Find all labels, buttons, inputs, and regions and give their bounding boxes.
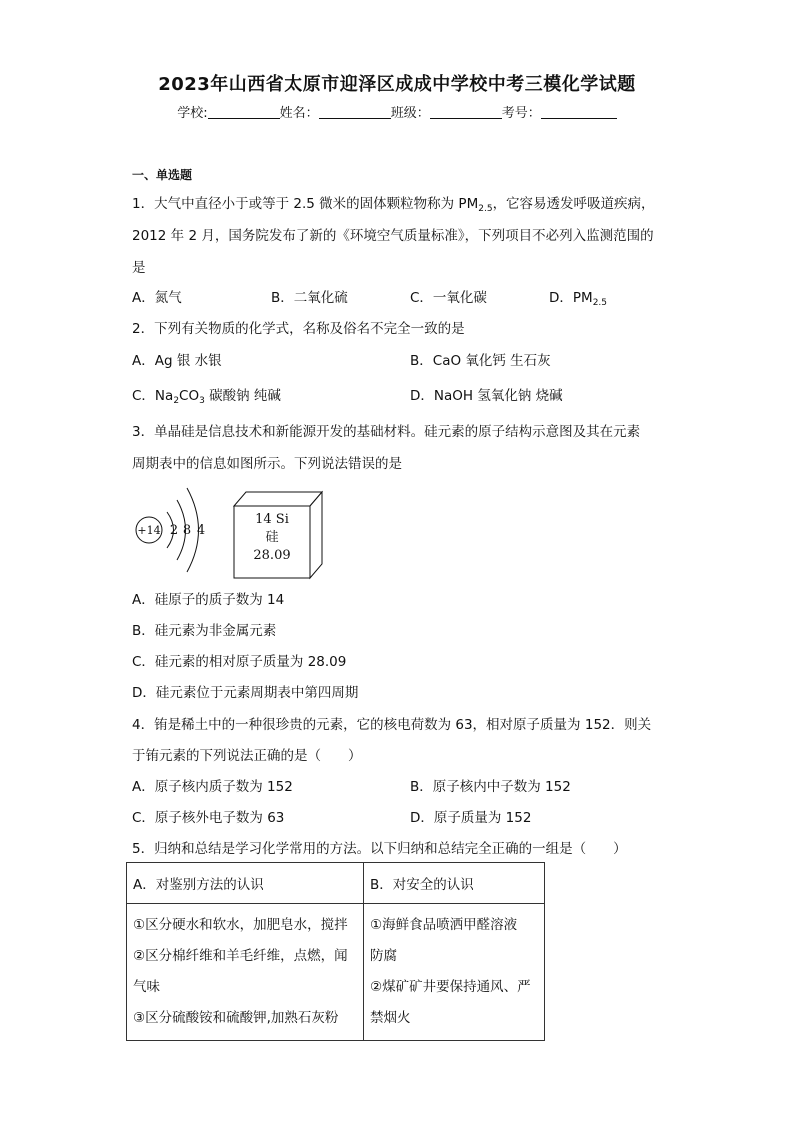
nucleus-charge: +14	[137, 524, 161, 537]
periodic-table-cell	[234, 492, 322, 578]
q5-stem: 5．归纳和总结是学习化学常用的方法。以下归纳和总结完全正确的一组是（ ）	[132, 841, 627, 857]
q4-line-2: 于铕元素的下列说法正确的是（ ）	[132, 748, 362, 764]
silicon-diagram	[130, 482, 330, 582]
q1-line-2: 2012 年 2 月，国务院发布了新的《环境空气质量标准》，下列项目不必列入监测范围的	[132, 228, 654, 244]
q5-col-a-header: A．对鉴别方法的认识	[127, 863, 364, 904]
q5-a-line: ③区分硫酸铵和硫酸钾,加熟石灰粉	[133, 1010, 339, 1026]
q1-option-d: D．$PM_{2.5}$	[549, 290, 608, 308]
q3-line-2: 周期表中的信息如图所示。下列说法错误的是	[132, 456, 402, 472]
school-blank[interactable]	[208, 105, 280, 119]
q1-option-c: C．一氧化碳	[410, 290, 487, 306]
atom-structure-diagram	[136, 488, 205, 572]
q5-b-line: ①海鲜食品喷洒甲醛溶液	[370, 917, 518, 933]
cube-side	[310, 492, 322, 578]
class-label: 班级：	[390, 106, 430, 121]
atomic-mass: 28.09	[253, 548, 291, 563]
shell-2-electrons: 8	[182, 523, 192, 538]
q4-option-b: B．原子核内中子数为 152	[410, 779, 571, 795]
q3-option-b: B．硅元素为非金属元素	[132, 623, 277, 639]
q3-option-c: C．硅元素的相对原子质量为 28.09	[132, 654, 347, 670]
name-blank[interactable]	[319, 105, 391, 119]
q5-col-b-body	[364, 904, 545, 1041]
q5-b-line: 禁烟火	[370, 1010, 411, 1026]
q5-a-line: ①区分硬水和软水，加肥皂水，搅拌	[133, 917, 348, 933]
class-blank[interactable]	[430, 105, 502, 119]
q4-option-a: A．原子核内质子数为 152	[132, 779, 293, 795]
q5-b-line: 防腐	[370, 948, 397, 964]
q1-line-3: 是	[132, 260, 146, 276]
exam-number-label: 考号：	[501, 106, 541, 121]
q2-option-b: B．CaO 氧化钙 生石灰	[410, 353, 551, 369]
section-heading: 一、单选题	[132, 168, 193, 182]
q5-col-a-body	[127, 904, 364, 1041]
q5-col-b-header: B．对安全的认识	[364, 863, 545, 904]
name-label: 姓名：	[279, 106, 319, 121]
school-label: 学校:	[177, 106, 208, 121]
q4-option-d: D．原子质量为 152	[410, 810, 532, 826]
q5-b-line: ②煤矿矿井要保持通风、严	[370, 979, 531, 995]
atomic-number-symbol: 14 Si	[255, 512, 289, 527]
element-name: 硅	[265, 530, 279, 545]
q4-line-1: 4．铕是稀土中的一种很珍贵的元素，它的核电荷数为 63，相对原子质量为 152．则关	[132, 717, 652, 733]
q5-a-line: ②区分棉纤维和羊毛纤维，点燃，闻	[133, 948, 348, 964]
q1-option-b: B．二氧化硫	[271, 290, 348, 306]
q5-table	[126, 862, 545, 1041]
student-info-row	[0, 102, 794, 121]
q3-line-1: 3．单晶硅是信息技术和新能源开发的基础材料。硅元素的原子结构示意图及其在元素	[132, 424, 641, 440]
exam-number-blank[interactable]	[541, 105, 617, 119]
q4-option-c: C．原子核外电子数为 63	[132, 810, 285, 826]
shell-3-electrons: 4	[196, 523, 206, 538]
cube-top	[234, 492, 322, 506]
exam-title: 2023年山西省太原市迎泽区成成中学校中考三模化学试题	[158, 74, 636, 95]
q2-stem: 2．下列有关物质的化学式，名称及俗名不完全一致的是	[132, 321, 465, 337]
q1-line-1: 1．大气中直径小于或等于 2.5 微米的固体颗粒物称为 $PM_{2.5}$，它容易透发呼吸道疾病，	[132, 196, 655, 214]
shell-1-electrons: 2	[169, 523, 179, 538]
q2-option-c: C．$Na_2CO_3$ 碳酸钠 纯碱	[132, 388, 281, 406]
q3-option-a: A．硅原子的质子数为 14	[132, 592, 285, 608]
q2-option-d: D．NaOH 氢氧化钠 烧碱	[410, 388, 563, 404]
q1-option-a: A．氮气	[132, 290, 182, 306]
q5-a-line: 气味	[133, 979, 160, 995]
q3-option-d: D．硅元素位于元素周期表中第四周期	[132, 685, 359, 701]
q2-option-a: A．Ag 银 水银	[132, 353, 222, 369]
